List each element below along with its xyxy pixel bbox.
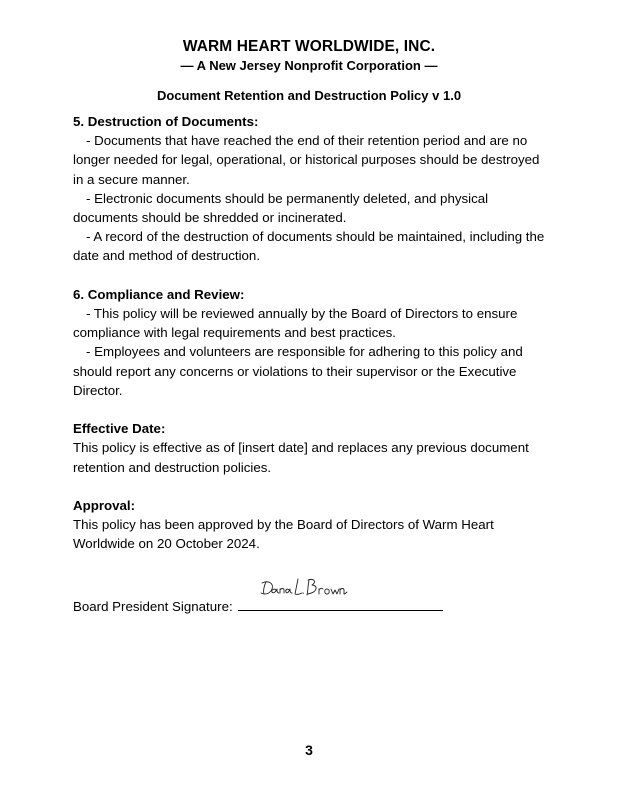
organization-subtitle: — A New Jersey Nonprofit Corporation — <box>180 58 438 73</box>
section-heading: Approval: <box>73 498 136 514</box>
section-heading: Effective Date: <box>73 421 166 437</box>
document-body <box>73 112 553 573</box>
section-approval <box>73 496 553 554</box>
organization-name: WARM HEART WORLDWIDE, INC. <box>182 38 436 55</box>
section-heading: 6. Compliance and Review: <box>73 286 245 302</box>
signature-row <box>73 597 443 616</box>
bullet-item: - Documents that have reached the end of their retention period and are no longer needed for legal, operational, or historical purposes should be destroyed in a secure manner. <box>73 133 540 187</box>
document-title: Document Retention and Destruction Policy v 1.0 <box>156 88 462 103</box>
bullet-item: - Employees and volunteers are responsible for adhering to this policy and should report any concerns or violations to their supervisor or the Executive Director. <box>73 344 523 398</box>
section-effective-date <box>73 419 553 477</box>
page-number: 3 <box>305 742 313 758</box>
signature-label: Board President Signature: <box>73 599 233 614</box>
signature-line <box>238 597 443 611</box>
section-compliance <box>73 285 553 400</box>
section-heading: 5. Destruction of Documents: <box>73 114 259 129</box>
paragraph: This policy has been approved by the Board of Directors of Warm Heart Worldwide on 20 October 2024. <box>73 517 494 552</box>
section-destruction <box>73 112 553 266</box>
paragraph: This policy is effective as of [insert date] and replaces any previous document retention and destruction policies. <box>73 440 529 475</box>
bullet-item: - This policy will be reviewed annually by the Board of Directors to ensure compliance with legal requirements and best practices. <box>73 306 518 341</box>
bullet-item: - Electronic documents should be permanently deleted, and physical documents should be shredded or incinerated. <box>73 190 489 226</box>
bullet-item: - A record of the destruction of documents should be maintained, including the date and method of destruction. <box>73 229 545 264</box>
document-header <box>0 37 618 104</box>
